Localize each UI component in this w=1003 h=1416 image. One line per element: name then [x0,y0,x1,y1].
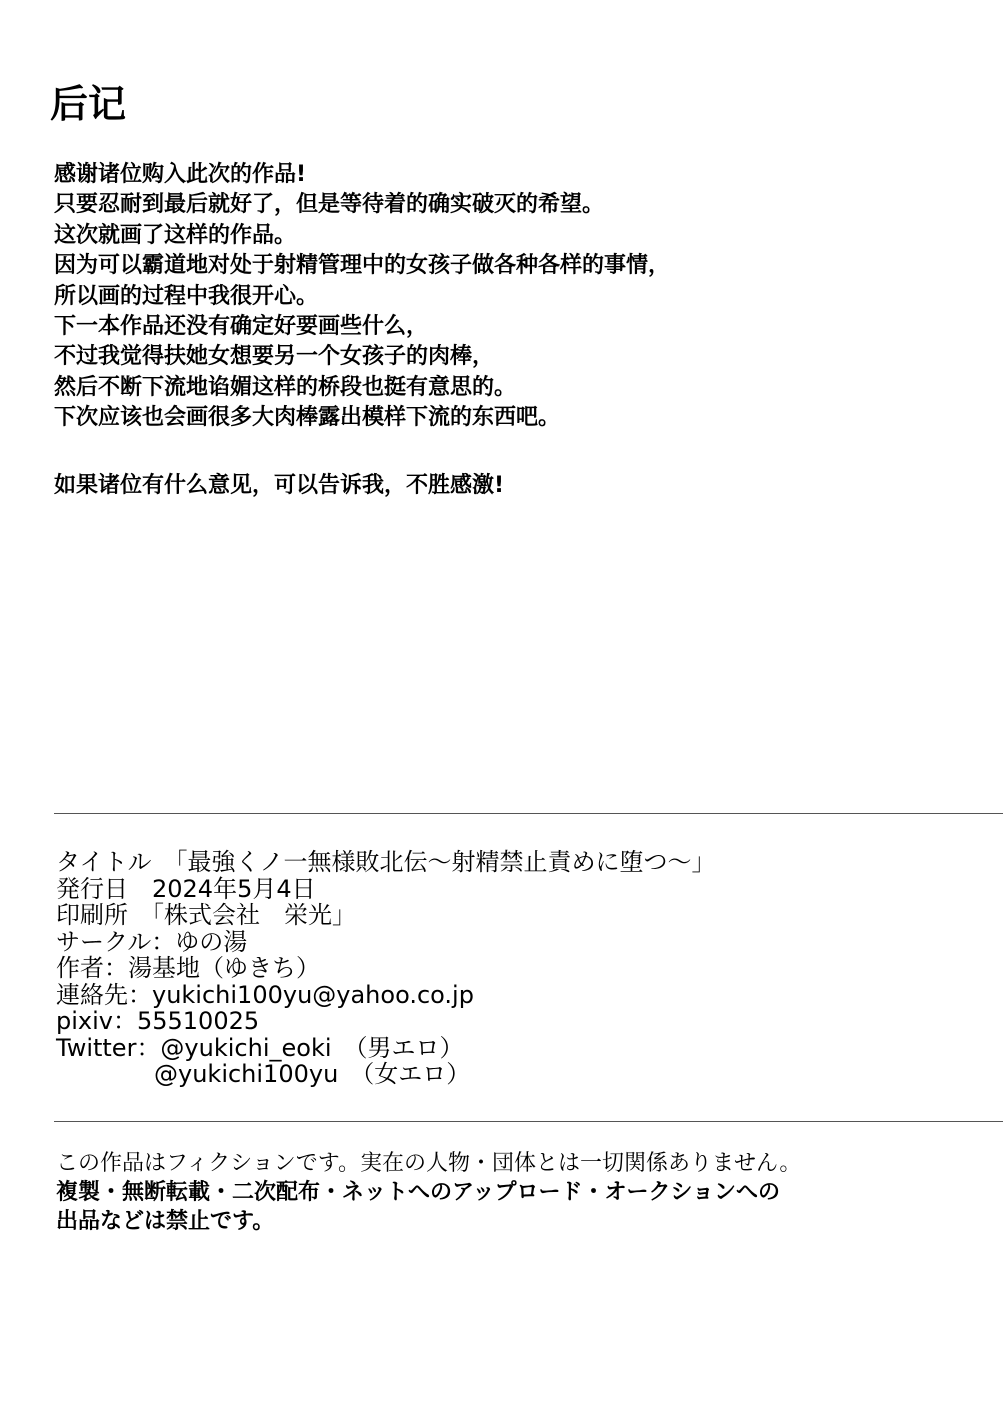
colophon-circle: サークル：ゆの湯 [56,927,248,956]
afterword-line: 下次应该也会画很多大肉棒露出模样下流的东西吧。 [54,405,561,431]
afterword-line: 不过我觉得扶她女想要另一个女孩子的肉棒， [54,344,495,370]
afterword-line: 下一本作品还没有确定好要画些什么， [54,314,429,340]
afterword-heading: 后记 [50,82,127,126]
divider-bottom [54,1121,1003,1122]
colophon-title: タイトル 「最強くノ一無様敗北伝～射精禁止責めに堕つ～」 [56,848,716,876]
divider-top [54,813,1003,814]
fiction-disclaimer: この作品はフィクションです。実在の人物・団体とは一切関係ありません。 [56,1151,802,1176]
prohibition-line: 複製・無断転載・二次配布・ネットへのアップロード・オークションへの [56,1180,781,1205]
colophon-pixiv: pixiv：55510025 [56,1007,260,1035]
prohibition-line: 出品などは禁止です。 [56,1209,275,1234]
afterword-line: 感谢诸位购入此次的作品! [54,162,307,187]
colophon-contact: 連絡先：yukichi100yu@yahoo.co.jp [56,980,474,1009]
afterword-line: 只要忍耐到最后就好了，但是等待着的确实破灭的希望。 [54,192,605,218]
afterword-body [54,160,994,434]
colophon [56,849,716,1088]
afterword-closing: 如果诸位有什么意见，可以告诉我，不胜感激! [54,473,505,498]
colophon-date: 発行日 2024年5月4日 [56,874,316,903]
colophon-twitter-secondary: @yukichi100yu （女エロ） [154,1060,471,1088]
colophon-printer: 印刷所 「株式会社 栄光」 [56,901,356,929]
afterword-line: 这次就画了这样的作品。 [54,222,297,248]
afterword-line: 所以画的过程中我很开心。 [54,283,319,309]
legal-notice [56,1149,801,1236]
afterword-line: 因为可以霸道地对处于射精管理中的女孩子做各种各样的事情， [54,253,671,279]
afterword-line: 然后不断下流地谄媚这样的桥段也挺有意思的。 [54,374,517,400]
colophon-twitter-primary: Twitter：@yukichi_eoki （男エロ） [56,1033,464,1062]
colophon-author: 作者：湯基地（ゆきち） [56,954,320,982]
